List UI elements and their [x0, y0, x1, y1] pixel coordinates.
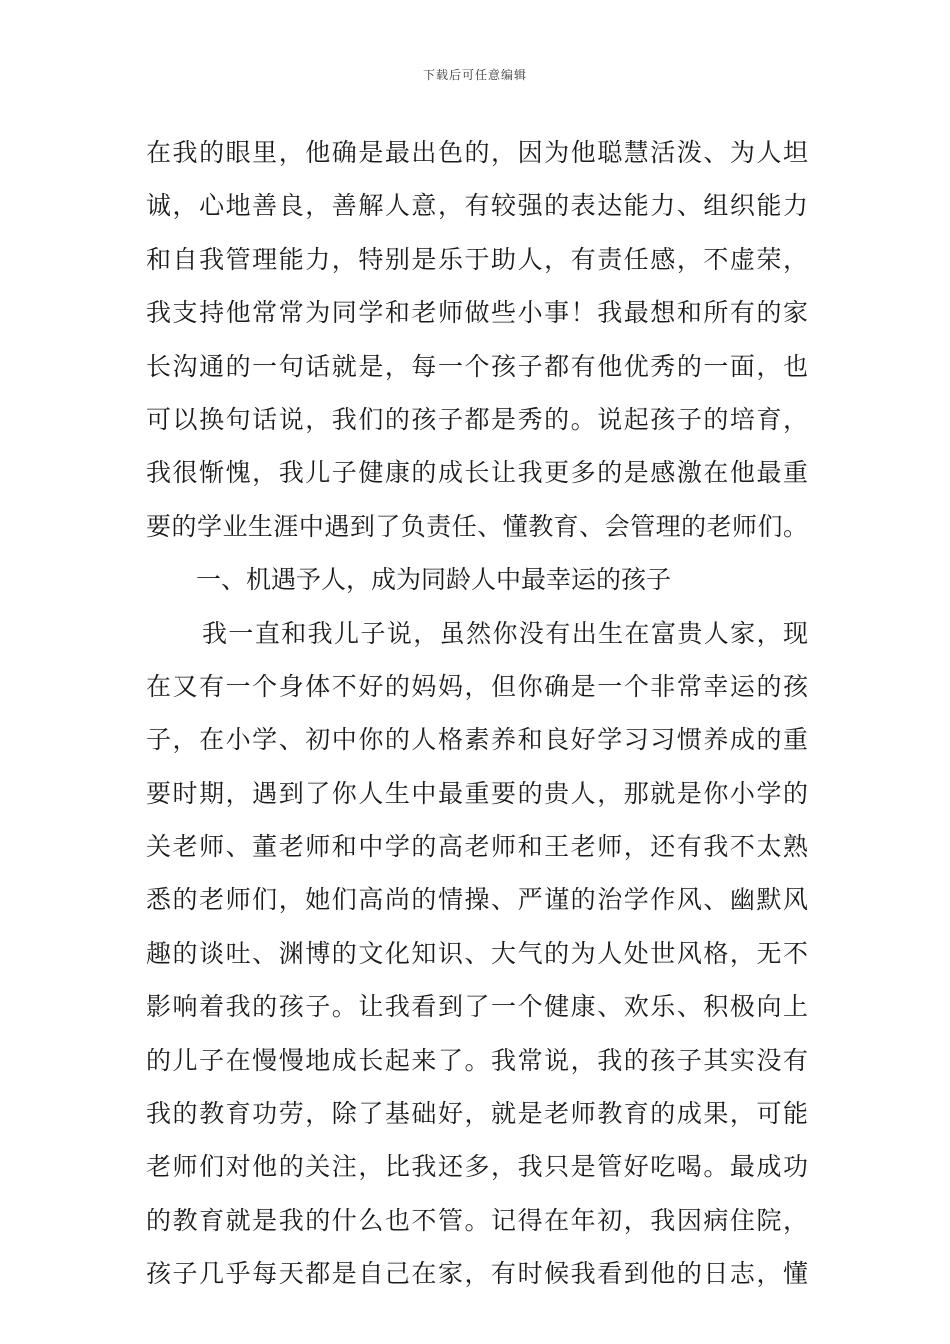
text-line: 子，在小学、初中你的人格素养和良好学习习惯养成的重	[146, 725, 808, 755]
text-line: 的教育就是我的什么也不管。记得在年初，我因病住院，	[146, 1205, 808, 1235]
page-header-note: 下载后可任意编辑	[422, 68, 527, 82]
text-line: 和自我管理能力，特别是乐于助人，有责任感，不虚荣，	[146, 244, 808, 274]
text-line: 可以换句话说，我们的孩子都是秀的。说起孩子的培育，	[146, 404, 808, 434]
text-line: 我支持他常常为同学和老师做些小事！我最想和所有的家	[146, 298, 808, 328]
text-line: 悉的老师们，她们高尚的情操、严谨的治学作风、幽默风	[146, 885, 808, 915]
text-line: 孩子几乎每天都是自己在家，有时候我看到他的日志，懂	[146, 1259, 808, 1289]
text-line: 的儿子在慢慢地成长起来了。我常说，我的孩子其实没有	[146, 1045, 808, 1075]
text-line: 我一直和我儿子说，虽然你没有出生在富贵人家，现	[202, 618, 808, 648]
text-line: 诚，心地善良，善解人意，有较强的表达能力、组织能力	[146, 191, 808, 221]
text-line: 在我的眼里，他确是最出色的，因为他聪慧活泼、为人坦	[146, 138, 808, 167]
text-line: 在又有一个身体不好的妈妈，但你确是一个非常幸运的孩	[146, 671, 808, 701]
text-line: 影响着我的孩子。让我看到了一个健康、欢乐、积极向上	[146, 992, 808, 1022]
section-heading: 一、机遇予人，成为同龄人中最幸运的孩子	[196, 565, 672, 595]
text-line: 要时期，遇到了你人生中最重要的贵人，那就是你小学的	[146, 778, 808, 808]
document-body	[146, 130, 808, 1305]
text-line: 老师们对他的关注，比我还多，我只是管好吃喝。最成功	[146, 1152, 808, 1182]
text-line: 我的教育功劳，除了基础好，就是老师教育的成果，可能	[146, 1099, 808, 1129]
text-line: 关老师、董老师和中学的高老师和王老师，还有我不太熟	[146, 832, 808, 862]
text-line: 我很惭愧，我儿子健康的成长让我更多的是感激在他最重	[146, 458, 808, 488]
text-line: 长沟通的一句话就是，每一个孩子都有他优秀的一面，也	[146, 351, 808, 381]
text-line: 要的学业生涯中遇到了负责任、懂教育、会管理的老师们。	[146, 511, 808, 541]
text-line: 趣的谈吐、渊博的文化知识、大气的为人处世风格，无不	[146, 938, 808, 968]
